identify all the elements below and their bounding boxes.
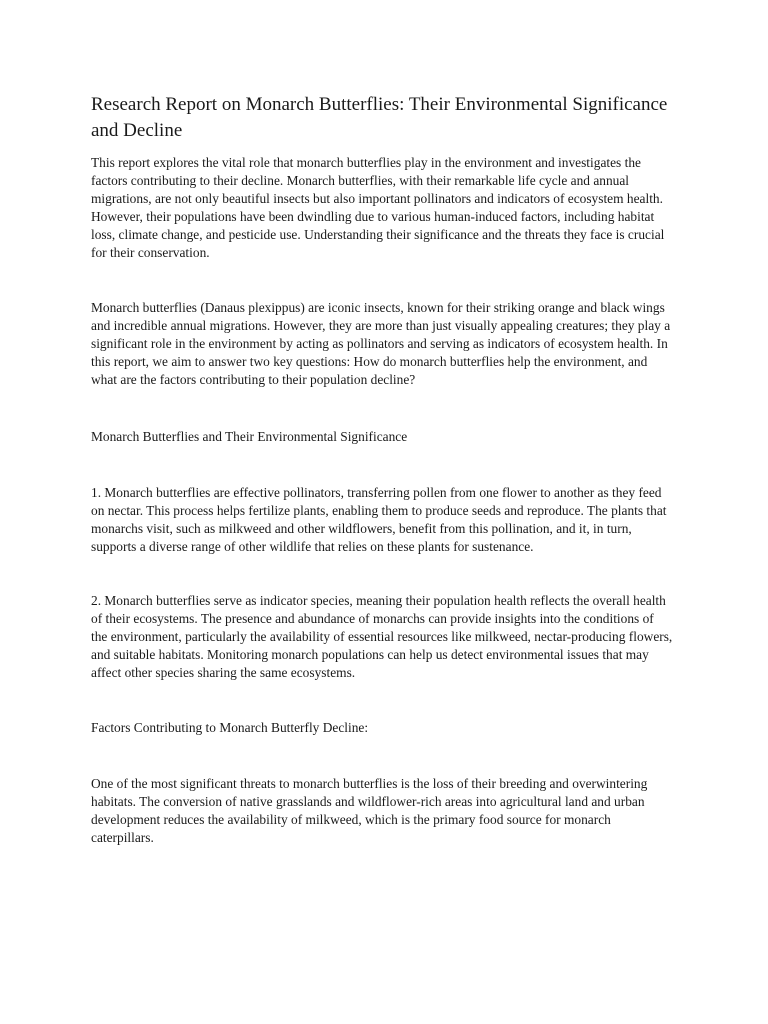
- section-heading-decline: Factors Contributing to Monarch Butterfly Decline:: [91, 720, 369, 735]
- section-heading-significance: Monarch Butterflies and Their Environmental Significance: [91, 429, 408, 444]
- pollinators-paragraph: 1. Monarch butterflies are effective pollinators, transferring pollen from one flower to another as they feed on nectar. This process helps fertilize plants, enabling them to produce seeds and reproduce. The plants that monarchs visit, such as milkweed and other wildflowers, benefit from this pollination, and it, in turn, supports a diverse range of other wildlife that relies on these plants for sustenance.: [91, 485, 667, 554]
- report-title: Research Report on Monarch Butterflies: Their Environmental Significance and Decline: [91, 94, 668, 141]
- indicator-species-paragraph: 2. Monarch butterflies serve as indicator species, meaning their population health reflects the overall health of their ecosystems. The presence and abundance of monarchs can provide insights into the conditions of the environment, particularly the availability of essential resources like milkweed, nectar-producing flowers, and suitable habitats. Monitoring monarch populations can help us detect environmental issues that may affect other species sharing the same ecosystems.: [91, 593, 673, 680]
- habitat-loss-paragraph: One of the most significant threats to monarch butterflies is the loss of their breeding and overwintering habitats. The conversion of native grasslands and wildflower-rich areas into agricultural land and urban development reduces the availability of milkweed, which is the primary food source for monarch caterpillars.: [91, 776, 648, 845]
- abstract-paragraph: This report explores the vital role that monarch butterflies play in the environment and investigates the factors contributing to their decline. Monarch butterflies, with their remarkable life cycle and annual migrations, are not only beautiful insects but also important pollinators and indicators of ecosystem health. However, their populations have been dwindling due to various human-induced factors, including habitat loss, climate change, and pesticide use. Understanding their significance and the threats they face is crucial for their conservation.: [91, 155, 665, 260]
- introduction-paragraph: Monarch butterflies (Danaus plexippus) are iconic insects, known for their striking orange and black wings and incredible annual migrations. However, they are more than just visually appealing creatures; they play a significant role in the environment by acting as pollinators and serving as indicators of ecosystem health. In this report, we aim to answer two key questions: How do monarch butterflies help the environment, and what are the factors contributing to their population decline?: [91, 300, 671, 387]
